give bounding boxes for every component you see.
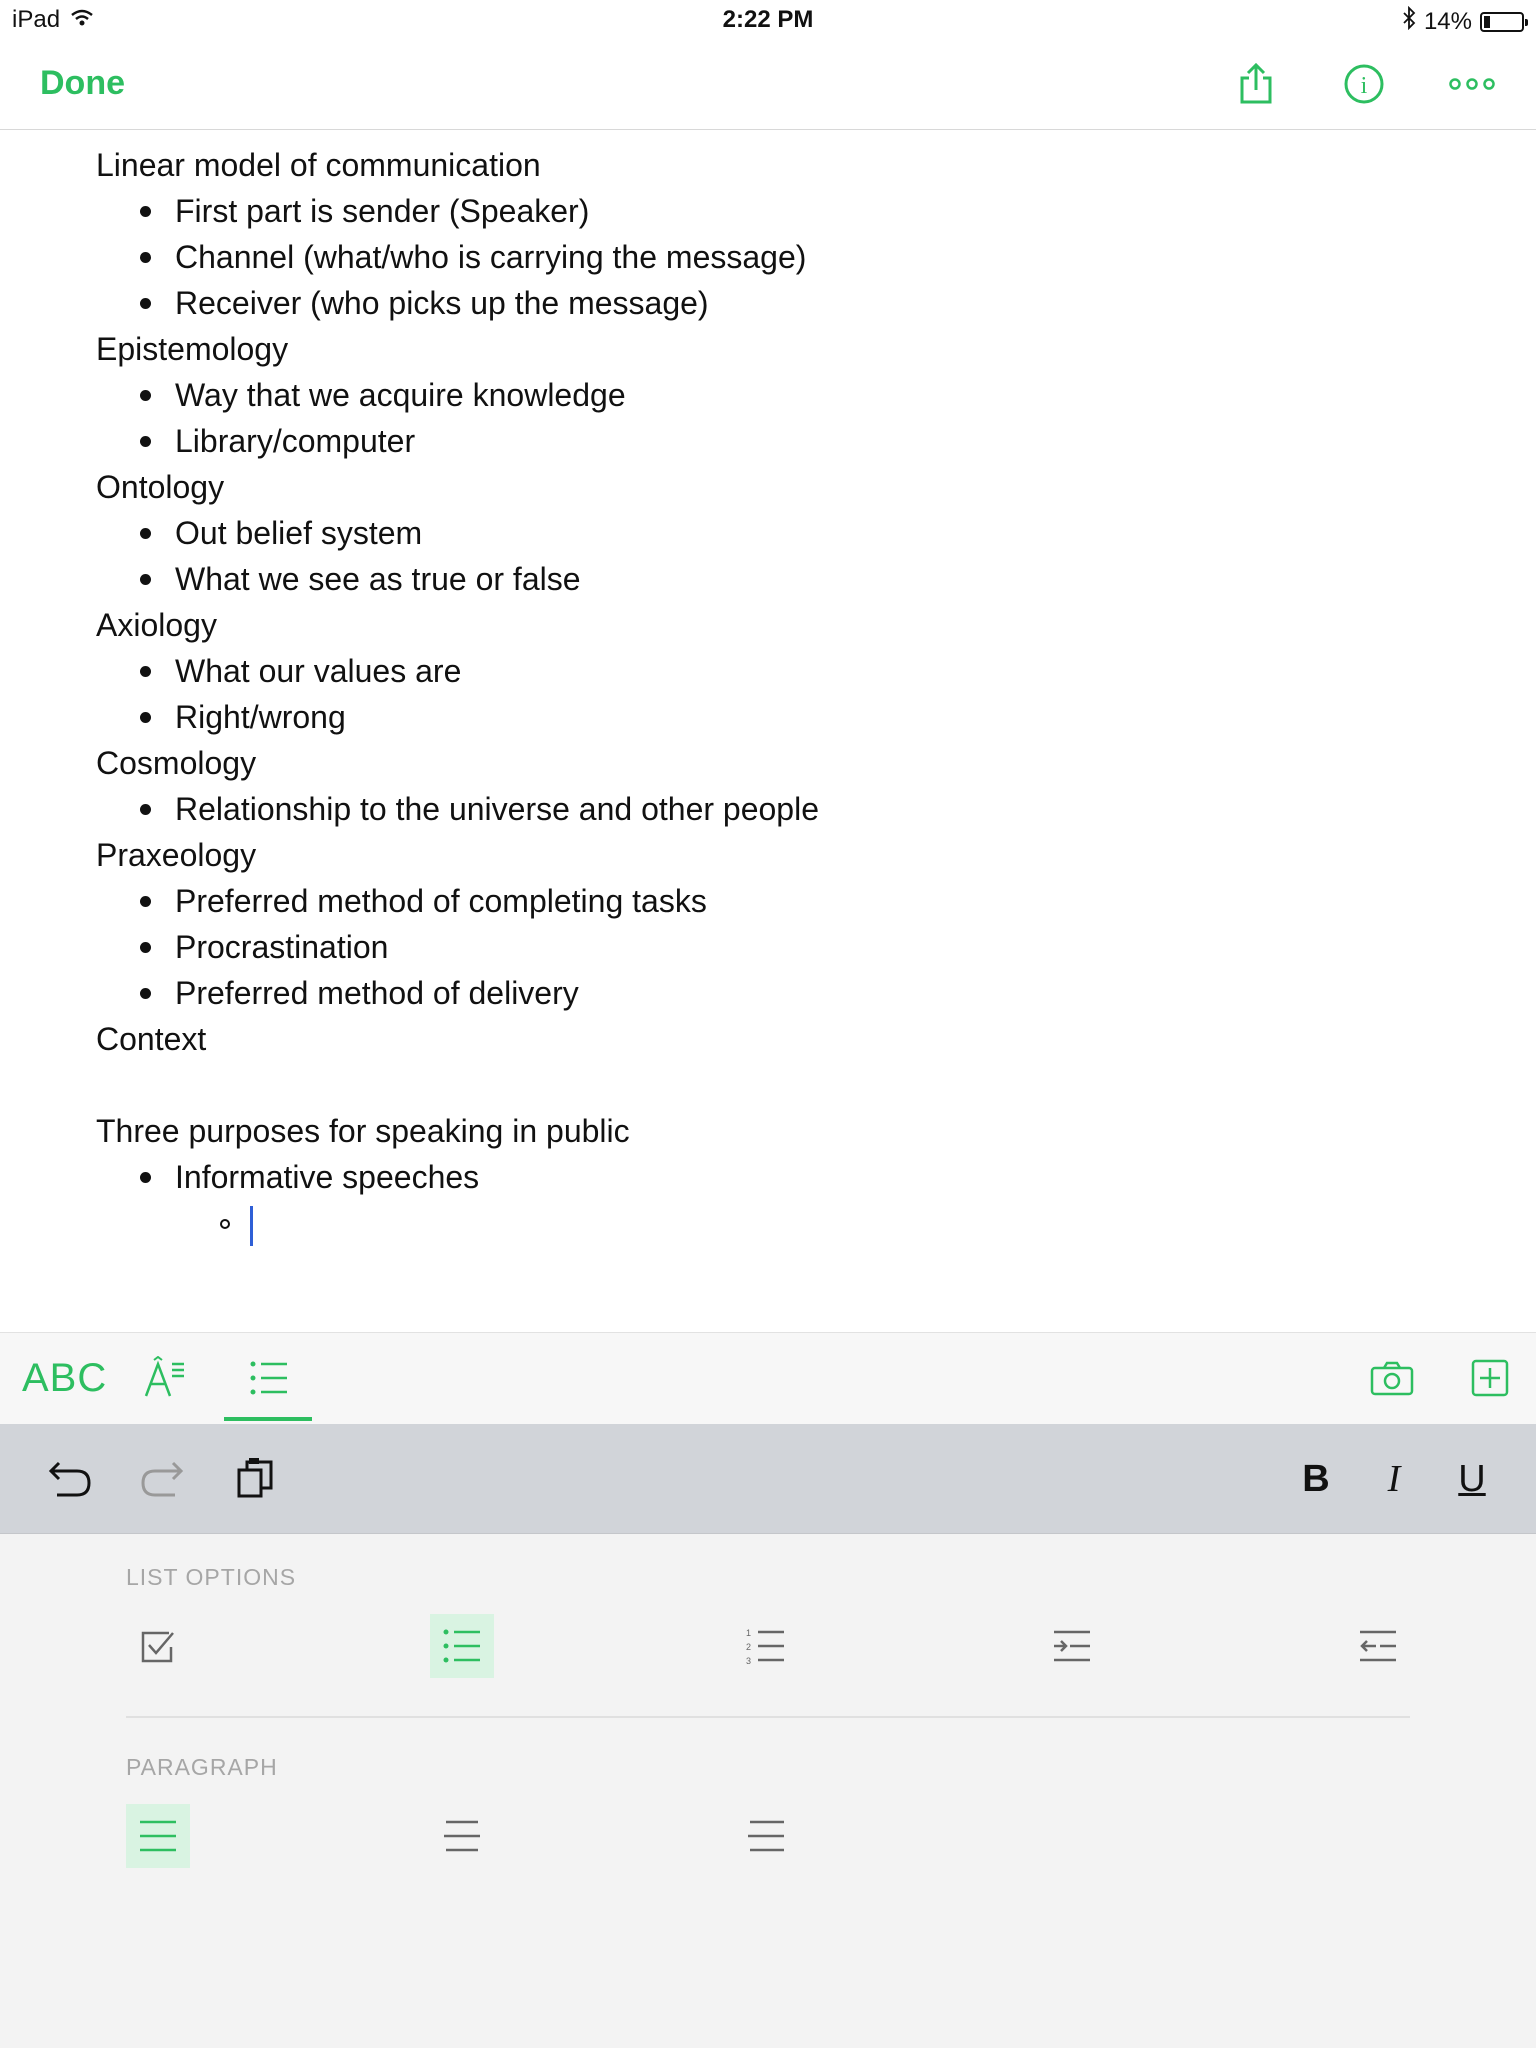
note-bullet: Receiver (who picks up the message)	[140, 280, 709, 326]
svg-text:3: 3	[746, 1656, 752, 1666]
navigation-bar	[0, 40, 1536, 130]
note-bullet: What we see as true or false	[140, 556, 581, 602]
format-tab-bar	[0, 1332, 1536, 1424]
note-bullet: Preferred method of delivery	[140, 970, 579, 1016]
italic-button[interactable]: I	[1387, 1458, 1401, 1500]
note-editor[interactable]	[0, 130, 1536, 1330]
paste-icon[interactable]	[228, 1451, 284, 1507]
paragraph-title: PARAGRAPH	[126, 1754, 278, 1780]
note-heading: Ontology	[96, 469, 225, 505]
svg-text:2: 2	[746, 1642, 752, 1652]
edit-toolbar	[0, 1424, 1536, 1534]
svg-text:1: 1	[746, 1628, 752, 1638]
note-bullet: Preferred method of completing tasks	[140, 878, 707, 924]
list-options-title: LIST OPTIONS	[126, 1564, 297, 1590]
undo-icon[interactable]	[42, 1451, 98, 1507]
note-bullet: Procrastination	[140, 924, 388, 970]
note-bullet: Library/computer	[140, 418, 415, 464]
section-divider	[126, 1716, 1410, 1718]
outdent-icon[interactable]	[1346, 1614, 1410, 1678]
note-heading: Linear model of communication	[96, 147, 541, 183]
share-icon[interactable]	[1228, 56, 1284, 112]
note-heading: Context	[96, 1021, 207, 1057]
note-bullet: Relationship to the universe and other people	[140, 786, 819, 832]
note-bullet: First part is sender (Speaker)	[140, 188, 589, 234]
align-left-icon[interactable]	[126, 1804, 190, 1868]
list-format-icon[interactable]	[246, 1349, 292, 1407]
note-bullet: Informative speeches	[140, 1154, 479, 1200]
more-options-icon[interactable]	[1444, 56, 1500, 112]
note-bullet: Out belief system	[140, 510, 422, 556]
indent-icon[interactable]	[1040, 1614, 1104, 1678]
text-caret	[250, 1206, 253, 1246]
bold-button[interactable]: B	[1302, 1457, 1330, 1500]
svg-text:i: i	[1360, 73, 1368, 99]
camera-icon[interactable]	[1368, 1349, 1416, 1407]
redo-icon[interactable]	[134, 1451, 190, 1507]
spellcheck-tab[interactable]: ABC	[22, 1355, 108, 1400]
underline-button[interactable]: U	[1458, 1457, 1486, 1500]
note-heading: Three purposes for speaking in public	[96, 1113, 630, 1149]
note-bullet: Channel (what/who is carrying the message)	[140, 234, 806, 280]
note-heading: Axiology	[96, 607, 217, 643]
done-button[interactable]: Done	[40, 64, 125, 102]
checkbox-list-icon[interactable]	[126, 1614, 190, 1678]
status-time: 2:22 PM	[722, 6, 814, 33]
note-heading: Epistemology	[96, 331, 289, 367]
note-bullet: What our values are	[140, 648, 461, 694]
info-icon[interactable]	[1336, 56, 1392, 112]
bulleted-list-icon[interactable]	[430, 1614, 494, 1678]
battery-icon	[1480, 12, 1524, 32]
bluetooth-icon	[1402, 6, 1416, 37]
status-bar	[0, 0, 1536, 40]
align-right-icon[interactable]	[734, 1804, 798, 1868]
note-sub-bullet[interactable]	[220, 1200, 253, 1246]
battery-percent: 14%	[1423, 7, 1472, 35]
note-heading: Praxeology	[96, 837, 257, 873]
align-center-icon[interactable]	[430, 1804, 494, 1868]
note-bullet: Right/wrong	[140, 694, 346, 740]
numbered-list-icon[interactable]	[734, 1614, 798, 1678]
note-bullet: Way that we acquire knowledge	[140, 372, 626, 418]
active-tab-indicator	[224, 1417, 312, 1421]
note-heading: Cosmology	[96, 745, 257, 781]
text-style-icon[interactable]	[140, 1349, 190, 1407]
add-attachment-icon[interactable]	[1466, 1349, 1514, 1407]
device-label: iPad	[12, 6, 61, 33]
format-options-panel	[0, 1534, 1536, 2048]
